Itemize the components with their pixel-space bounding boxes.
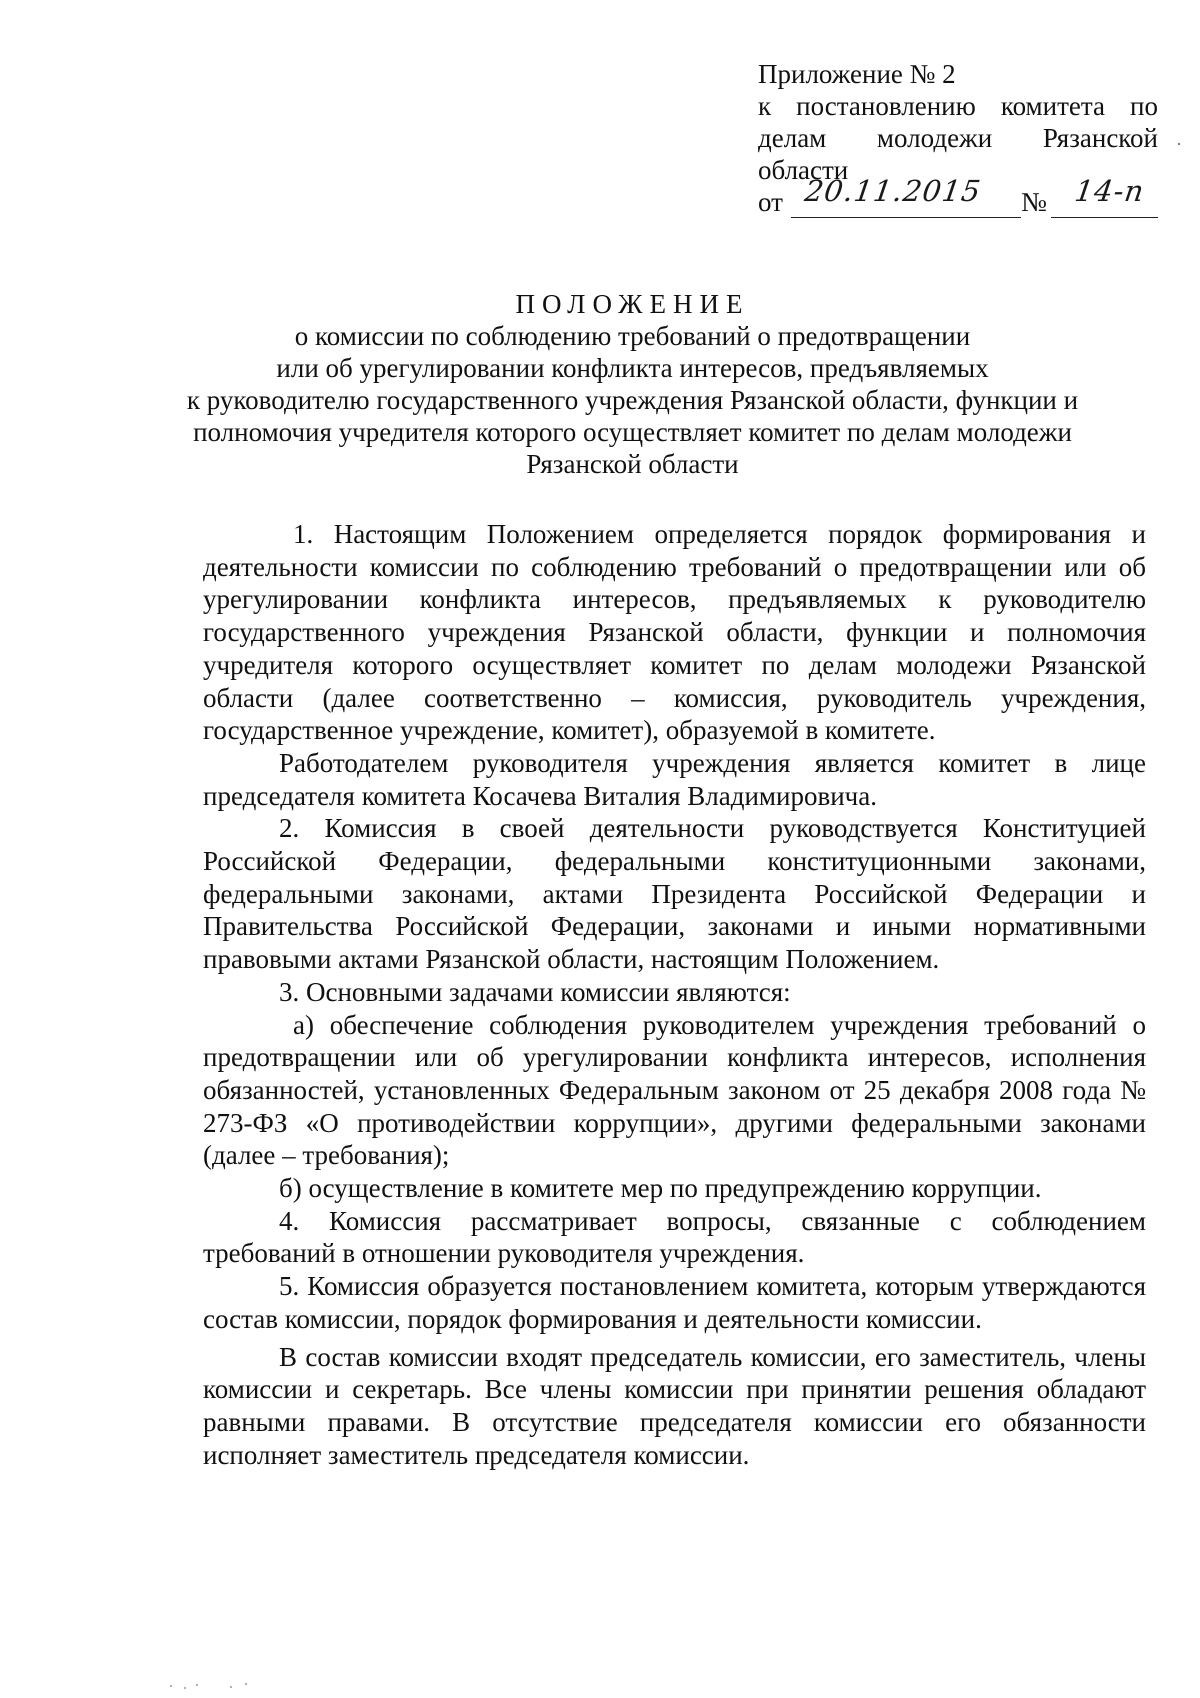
date-field [791,174,1021,218]
scan-specks [170,1682,290,1690]
appendix-date-line [758,174,1158,218]
heading-line: Рязанской области [526,449,739,479]
heading-line: к руководителю государственного учреждения Рязанской области, функции и [186,385,1079,415]
appendix-title: Приложение № 2 [758,59,956,89]
appendix-block [758,58,1158,218]
paragraph-3a: а) обеспечение соблюдения руководителем учреждения требований о предотвращении или об урегулировании конфликта интересов, исполнения обязанностей, установленных Федеральным законом от 25 декабря 2008 года № 273-ФЗ «О противодействии коррупции», другими федеральными законами (далее – требования); [203,1009,1146,1171]
document-body [203,518,1146,1471]
heading-line: или об урегулировании конфликта интересов, предъявляемых [276,353,989,383]
appendix-line: к постановлению комитета по [758,91,1158,121]
paragraph-4: 4. Комиссия рассматривает вопросы, связанные с соблюдением требований в отношении руководителя учреждения. [203,1205,1146,1269]
appendix-line: области [758,155,849,185]
paragraph-composition: В состав комиссии входят председатель комиссии, его заместитель, члены комиссии и секретарь. Все члены комиссии при принятии решения обладают равными правами. В отсутствие председателя комиссии его обязанности исполняет заместитель председателя комиссии. [203,1341,1146,1470]
number-label: № [1021,187,1047,217]
appendix-line: делам молодежи Рязанской [758,123,1158,153]
paragraph-employer: Работодателем руководителя учреждения является комитет в лице председателя комитета Косачева Виталия Владимировича. [203,747,1146,811]
paragraph-5: 5. Комиссия образуется постановлением комитета, которым утверждаются состав комиссии, порядок формирования и деятельности комиссии. [203,1271,1146,1334]
edge-speck: · [1176,134,1182,154]
from-label: от [758,187,783,217]
paragraph-3: 3. Основными задачами комиссии являются: [279,976,791,1007]
document-title: ПОЛОЖЕНИЕ [515,289,750,319]
paragraph-2: 2. Комиссия в своей деятельности руководствуется Конституцией Российской Федерации, федеральными конституционными законами, федеральными законами, актами Президента Российской Федерации и Правительства Российской Федерации, законами и иными нормативными правовыми актами Рязанской области, настоящим Положением. [203,813,1146,975]
handwritten-date: 20.11.2015 [802,174,984,208]
handwritten-number: 14-п [1072,174,1147,208]
heading-line: полномочия учредителя которого осуществляет комитет по делам молодежи [193,417,1072,447]
paragraph-3b: б) осуществление в комитете мер по предупреждению коррупции. [279,1173,1042,1204]
heading-line: о комиссии по соблюдению требований о предотвращении [294,321,971,351]
number-field [1051,174,1158,218]
paragraph-1: 1. Настоящим Положением определяется порядок формирования и деятельности комиссии по соблюдению требований о предотвращении или об урегулировании конфликта интересов, предъявляемых к руководителю государственного учреждения Рязанской области, функции и полномочия учредителя которого осуществляет комитет по делам молодежи Рязанской области (далее соответственно – комиссия, руководитель учреждения, государственное учреждение, комитет), образуемой в комитете. [203,519,1146,746]
document-heading [180,288,1085,480]
